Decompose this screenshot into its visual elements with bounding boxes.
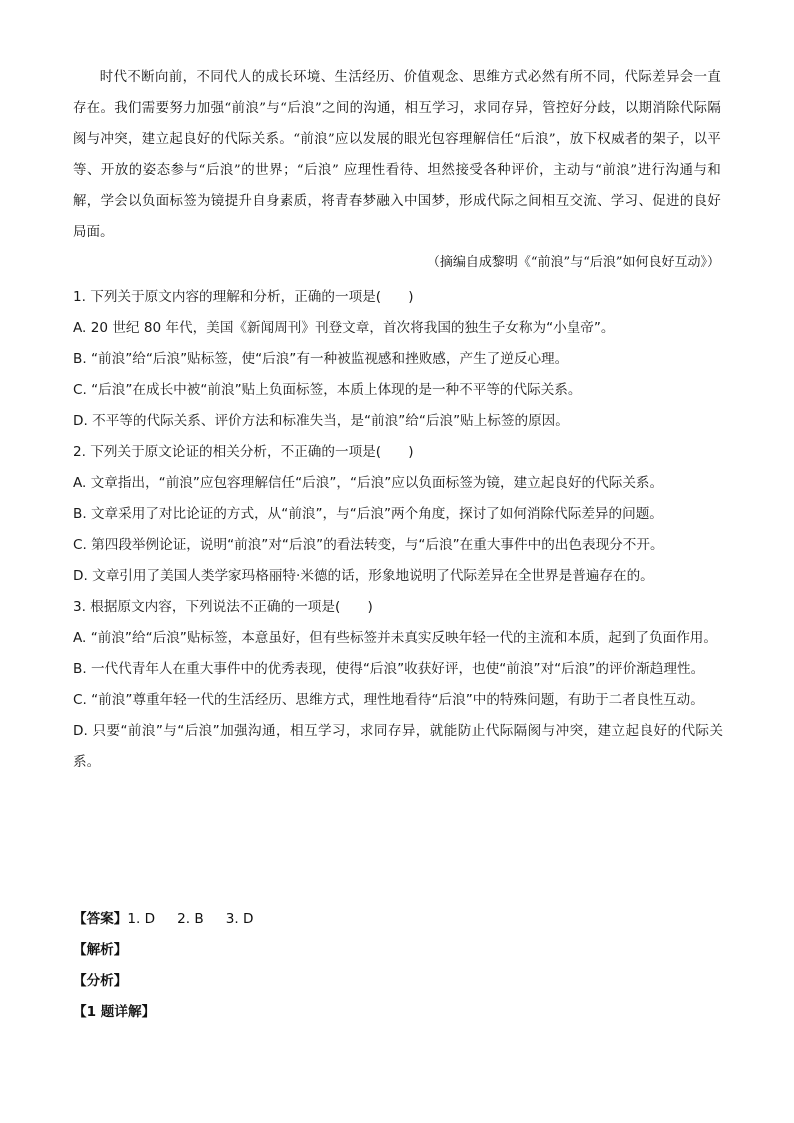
question-stem: 3. 根据原文内容，下列说法不正确的一项是( ) [73,599,373,615]
option-d: D. 不平等的代际关系、评价方法和标准失当，是“前浪”给“后浪”贴上标签的原因。 [73,413,569,429]
option-a: A. 文章指出，“前浪”应包容理解信任“后浪”，“后浪”应以负面标签为镜，建立起良好的代际关系。 [73,475,664,491]
option-d: D. 只要“前浪”与“后浪”加强沟通，相互学习，求同存异，就能防止代际隔阂与冲突，建立起良好的代际关系。 [73,723,723,770]
question-2 [73,437,723,592]
option-b: B. 文章采用了对比论证的方式，从“前浪”，与“后浪”两个角度，探讨了如何消除代际差异的问题。 [73,506,663,522]
answer-item: 3. D [225,911,254,927]
fenxi-heading: 【分析】 [73,973,128,989]
option-c: C. “后浪”在成长中被“前浪”贴上负面标签，本质上体现的是一种不平等的代际关系。 [73,382,582,398]
question-3 [73,592,723,778]
option-b: B. “前浪”给“后浪”贴标签，使“后浪”有一种被监视感和挫败感，产生了逆反心理。 [73,351,569,367]
passage-paragraph: 时代不断向前，不同代人的成长环境、生活经历、价值观念、思维方式必然有所不同，代际差异会一直存在。我们需要努力加强“前浪”与“后浪”之间的沟通，相互学习，求同存异，管控好分歧，以期消除代际隔阂与冲突，建立起良好的代际关系。“前浪”应以发展的眼光包容理解信任“后浪”，放下权威者的架子，以平等、开放的姿态参与“后浪”的世界；“后浪” 应理性看待、坦然接受各种评价，主动与“前浪”进行沟通与和解，学会以负面标签为镜提升自身素质，将青春梦融入中国梦，形成代际之间相互交流、学习、促进的良好局面。 [73,70,721,240]
question-stem: 1. 下列关于原文内容的理解和分析，正确的一项是( ) [73,289,414,305]
option-c: C. 第四段举例论证，说明“前浪”对“后浪”的看法转变，与“后浪”在重大事件中的出色表现分不开。 [73,537,664,553]
question-1 [73,282,723,437]
answer-row [73,904,276,935]
detail-heading-1: 【1 题详解】 [73,1004,156,1020]
question-stem: 2. 下列关于原文论证的相关分析，不正确的一项是( ) [73,444,414,460]
answer-section [73,904,276,1028]
option-d: D. 文章引用了美国人类学家玛格丽特·米德的话，形象地说明了代际差异在全世界是普遍存在的。 [73,568,654,584]
analysis-heading: 【解析】 [73,942,128,958]
option-a: A. 20 世纪 80 年代，美国《新闻周刊》刊登文章，首次将我国的独生子女称为“小皇帝”。 [73,320,615,336]
answer-label: 【答案】 [73,911,128,927]
passage-source: （摘编自成黎明《“前浪”与“后浪”如何良好互动》） [426,255,720,270]
option-a: A. “前浪”给“后浪”贴标签，本意虽好，但有些标签并未真实反映年轻一代的主流和本质，起到了负面作用。 [73,630,717,646]
option-c: C. “前浪”尊重年轻一代的生活经历、思维方式，理性地看待“后浪”中的特殊问题，有助于二者良性互动。 [73,692,704,708]
answer-item: 2. B [177,911,204,927]
option-b: B. 一代代青年人在重大事件中的优秀表现，使得“后浪”收获好评，也使“前浪”对“后浪”的评价渐趋理性。 [73,661,705,677]
questions-section [73,282,723,778]
answer-item: 1. D [127,911,156,927]
